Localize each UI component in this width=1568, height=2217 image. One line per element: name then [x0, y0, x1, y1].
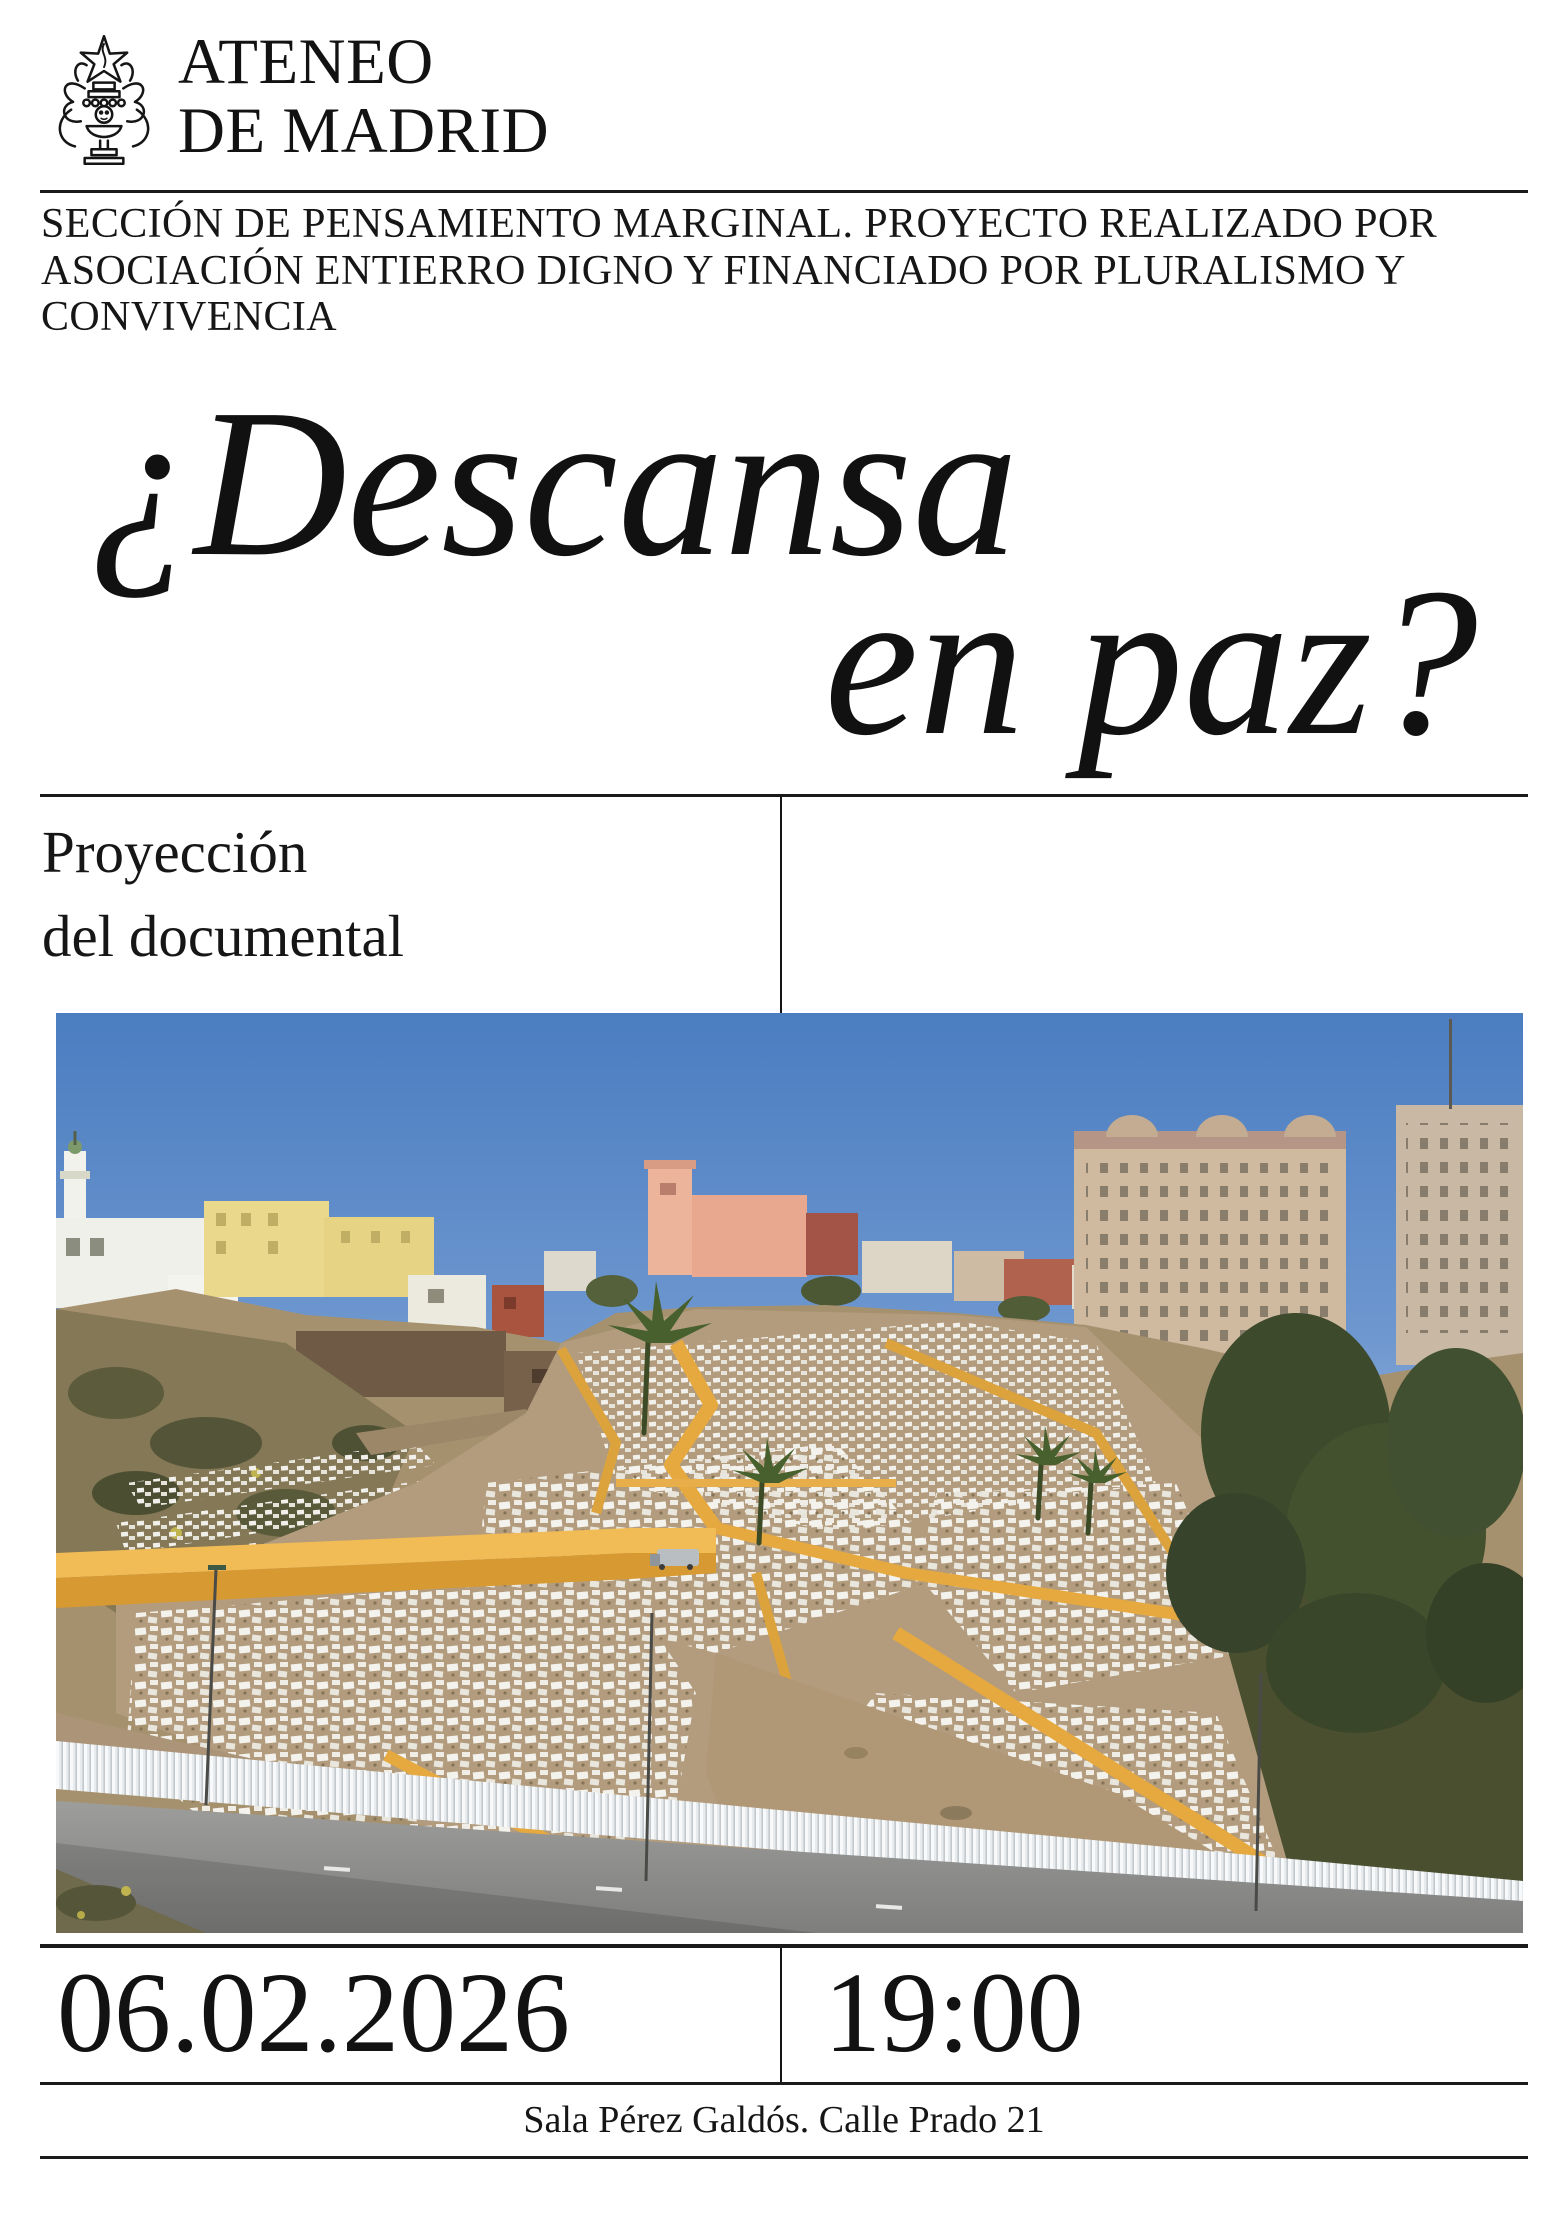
vertical-divider-format-row [780, 797, 782, 1013]
vertical-divider-date-row [780, 1948, 782, 2082]
org-wordmark-line2: DE MADRID [178, 95, 550, 167]
event-format-line1: Proyección [42, 819, 308, 885]
cemetery-photo-graphic [56, 1013, 1523, 1933]
intro-line-1: SECCIÓN DE PENSAMIENTO MARGINAL. PROYECTO REALIZADO POR [41, 201, 1438, 247]
poster-title-line1: ¿Descansa [88, 365, 1019, 600]
intro-line-2: ASOCIACIÓN ENTIERRO DIGNO Y FINANCIADO POR PLURALISMO Y [41, 247, 1406, 294]
org-wordmark-line1: ATENEO [178, 26, 434, 98]
ateneo-emblem-icon [46, 30, 162, 170]
event-date: 06.02.2026 [57, 1949, 570, 2076]
poster-title-line2: en paz? [824, 544, 1478, 779]
org-wordmark [178, 28, 549, 166]
event-format-line2: del documental [42, 903, 405, 969]
event-time: 19:00 [824, 1949, 1084, 2076]
divider-under-title [40, 794, 1528, 797]
divider-top [40, 190, 1528, 193]
event-format [42, 810, 404, 978]
divider-under-photo [40, 1944, 1528, 1948]
intro-text [41, 201, 1541, 341]
divider-bottom [40, 2156, 1528, 2159]
event-venue: Sala Pérez Galdós. Calle Prado 21 [523, 2099, 1045, 2141]
cemetery-photo [56, 1013, 1523, 1933]
divider-under-date [40, 2082, 1528, 2085]
intro-line-3: CONVIVENCIA [41, 294, 338, 340]
